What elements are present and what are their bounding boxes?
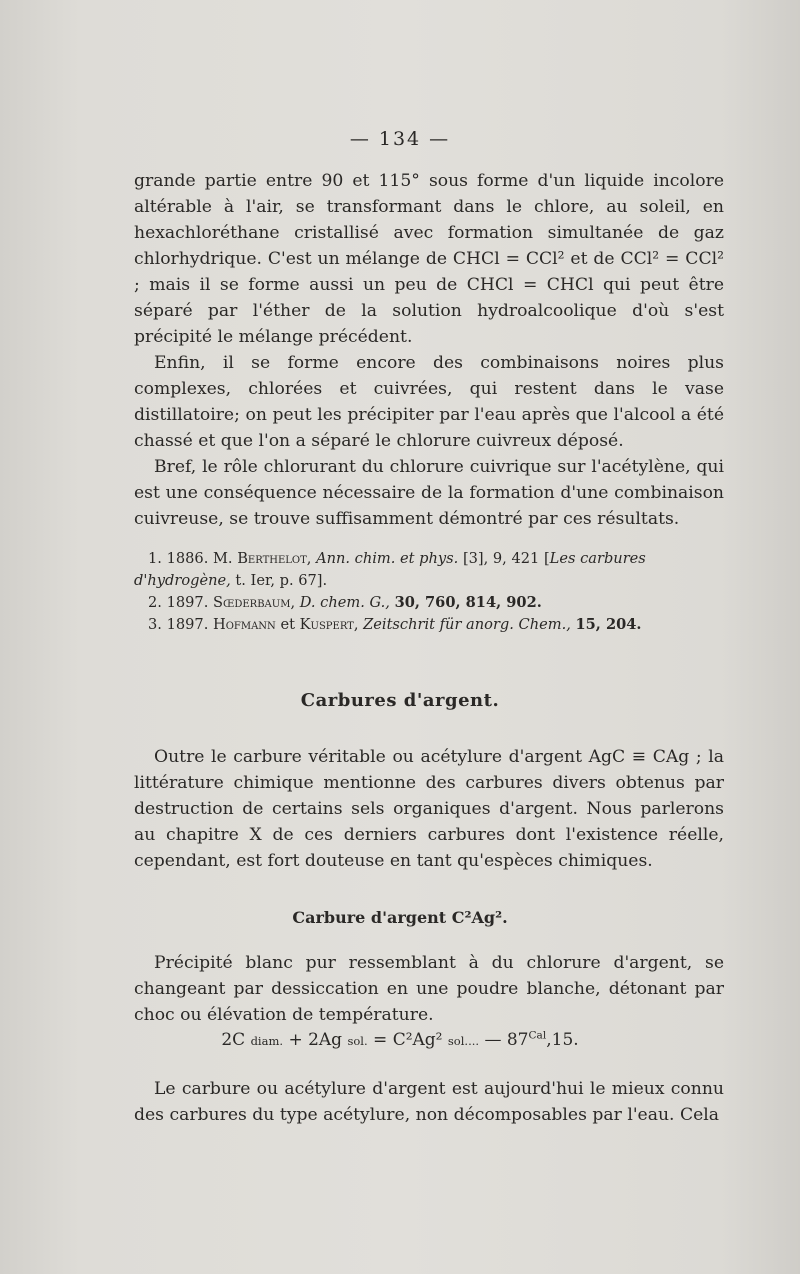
footnotes: [134, 548, 724, 636]
paragraph-5: Précipité blanc pur ressemblant à du chlorure d'argent, se changeant par dessiccation en une poudre blanche, détonant par choc ou élévation de température.: [134, 953, 724, 1025]
paragraph-3: Bref, le rôle chlorurant du chlorure cuivrique sur l'acétylène, qui est une conséquence nécessaire de la formation d'une combinaison cuivreuse, se trouve suffisamment démontré par ces résultats.: [134, 457, 724, 529]
subsection-title: Carbure d'argent C²Ag².: [292, 908, 508, 927]
text-block-bottom: [134, 1076, 724, 1128]
text-block-middle: [134, 744, 724, 874]
paragraph-1: grande partie entre 90 et 115° sous forme d'un liquide incolore altérable à l'air, se transformant dans le chlore, au soleil, en hexachloréthane cristallisé avec formation simultanée de gaz chlorhydrique. C'est un mélange de CHCl = CCl² et de CCl² = CCl² ; mais il se forme aussi un peu de CHCl = CHCl qui peut être séparé par l'éther de la solution hydroalcoolique d'où s'est précipité le mélange précédent.: [134, 171, 724, 347]
footnote-3: 3. 1897. Hofmann et Kuspert, Zeitschrit für anorg. Chem., 15, 204.: [148, 616, 642, 633]
paragraph-2: Enfin, il se forme encore des combinaisons noires plus complexes, chlorées et cuivrées, qui restent dans le vase distillatoire; on peut les précipiter par l'eau après que l'alcool a été chassé et que l'on a séparé le chlorure cuivreux déposé.: [134, 353, 724, 451]
paragraph-4: Outre le carbure véritable ou acétylure d'argent AgC ≡ CAg ; la littérature chimique mentionne des carbures divers obtenus par destruction de certains sels organiques d'argent. Nous parlerons au chapitre X de ces derniers carbures dont l'existence réelle, cependant, est fort douteuse en tant qu'espèces chimiques.: [134, 747, 724, 871]
section-title: Carbures d'argent.: [300, 690, 500, 711]
page-number: — 134 —: [349, 128, 451, 150]
thermochemical-equation: 2C diam. + 2Ag sol. = C²Ag² sol.... — $87^{Cal},15$.: [221, 1029, 579, 1050]
paragraph-6: Le carbure ou acétylure d'argent est aujourd'hui le mieux connu des carbures du type acétylure, non décomposables par l'eau. Cela: [134, 1079, 724, 1125]
footnote-2: 2. 1897. Sœderbaum, D. chem. G., 30, 760, 814, 902.: [148, 594, 542, 611]
footnote-1: 1. 1886. M. Berthelot, Ann. chim. et phys. [3], 9, 421 [Les carbures d'hydrogène, t. Ier, p. 67].: [134, 550, 646, 589]
text-block-top: [134, 168, 724, 532]
text-block-description: [134, 950, 724, 1028]
